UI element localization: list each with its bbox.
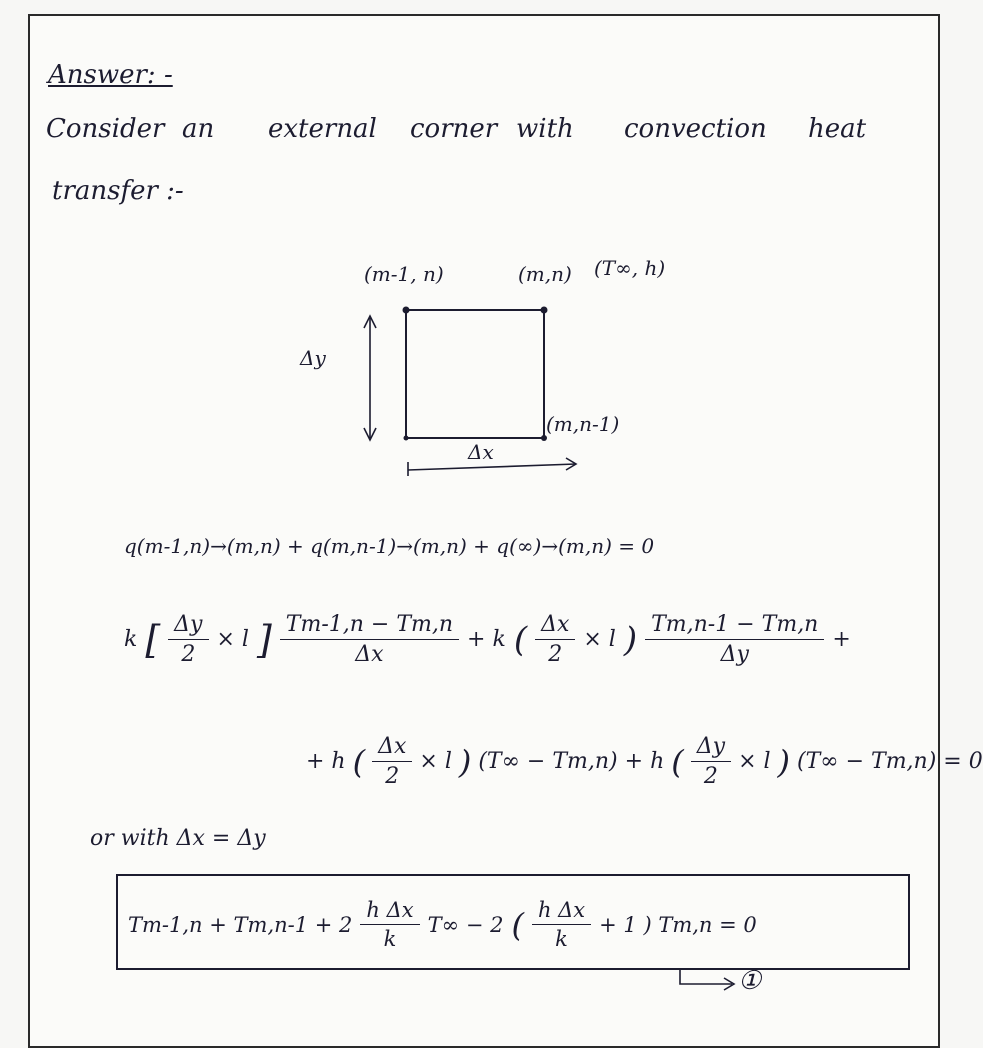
frac-num: Δy bbox=[691, 734, 731, 762]
final-part-2: T∞ − 2 bbox=[427, 912, 504, 937]
temp-diff-fraction-1 bbox=[280, 612, 459, 667]
plus-k: + k bbox=[467, 627, 506, 652]
times-l-4: × l bbox=[738, 749, 771, 774]
frac-num: Δy bbox=[168, 612, 208, 640]
paren-open: ( bbox=[513, 619, 528, 660]
frac-num: Δx bbox=[535, 612, 575, 640]
times-l-1: × l bbox=[216, 627, 249, 652]
condition-line: or with Δx = Δy bbox=[90, 826, 266, 851]
frac-den: 2 bbox=[548, 642, 563, 667]
intro-word-6: convection bbox=[624, 114, 767, 144]
frac-den: Δx bbox=[355, 642, 384, 667]
intro-word-5: with bbox=[516, 114, 574, 144]
frac-num: h Δx bbox=[360, 898, 419, 925]
temp-diff-fraction-2 bbox=[645, 612, 824, 667]
intro-word-2: an bbox=[182, 114, 215, 144]
node-m-n-dot bbox=[541, 307, 548, 314]
answer-title: Answer: - bbox=[48, 60, 173, 90]
intro-word-4: corner bbox=[410, 114, 498, 144]
h-term-1: + h bbox=[306, 749, 346, 774]
frac-den: Δy bbox=[720, 642, 749, 667]
dx-half-fraction bbox=[535, 612, 575, 667]
label-dy: Δy bbox=[300, 346, 326, 370]
trailing-plus: + bbox=[832, 627, 851, 652]
h-dx-over-k-1 bbox=[360, 898, 419, 951]
h-term-2: + h bbox=[624, 749, 665, 774]
paren-close: ) bbox=[777, 742, 791, 781]
times-l-3: × l bbox=[419, 749, 452, 774]
final-part-1: Tm-1,n + Tm,n-1 + 2 bbox=[128, 912, 353, 937]
answer-frame bbox=[28, 14, 983, 1048]
paren-open: ( bbox=[671, 742, 684, 781]
final-equation-box bbox=[116, 874, 910, 970]
bracket-close: ] bbox=[256, 617, 272, 662]
final-equation bbox=[128, 898, 757, 951]
dy-half-fraction bbox=[168, 612, 208, 667]
k-symbol-1: k bbox=[124, 627, 138, 652]
bracket-open: [ bbox=[145, 617, 161, 662]
paren-open: ( bbox=[352, 742, 366, 781]
conduction-terms-line bbox=[124, 612, 851, 667]
label-dx: Δx bbox=[468, 440, 494, 464]
intro-word-7: heat bbox=[808, 114, 867, 144]
intro-word-3: external bbox=[268, 114, 377, 144]
node-m-1-n-dot bbox=[403, 307, 410, 314]
frac-den: 2 bbox=[181, 642, 196, 667]
label-m-1-n: (m-1, n) bbox=[364, 262, 444, 286]
intro-line-2: transfer :- bbox=[52, 176, 184, 206]
energy-balance-equation: q(m-1,n)→(m,n) + q(m,n-1)→(m,n) + q(∞)→(m,n) = 0 bbox=[124, 534, 655, 558]
paren-close: ) bbox=[458, 742, 472, 781]
convection-terms-line bbox=[306, 734, 983, 789]
paren-close: ) bbox=[623, 619, 638, 660]
control-volume-square bbox=[406, 310, 544, 438]
dx-half-fraction-2 bbox=[372, 734, 412, 789]
frac-den: k bbox=[555, 927, 568, 951]
intro-word-1: Consider bbox=[46, 114, 165, 144]
temp-diff-1: (T∞ − Tm,n) bbox=[478, 749, 618, 774]
equation-reference-number: ① bbox=[738, 966, 762, 996]
frac-den: 2 bbox=[703, 764, 718, 789]
label-conditions: (T∞, h) bbox=[594, 256, 666, 280]
label-m-n-1: (m,n-1) bbox=[546, 412, 620, 436]
label-m-n: (m,n) bbox=[518, 262, 572, 286]
times-l-2: × l bbox=[583, 627, 616, 652]
final-paren-open: ( bbox=[511, 905, 524, 944]
temp-diff-2: (T∞ − Tm,n) = 0 bbox=[797, 749, 983, 774]
final-part-3: + 1 ) Tm,n = 0 bbox=[599, 912, 757, 937]
frac-num: h Δx bbox=[532, 898, 591, 925]
dx-arrow bbox=[408, 464, 576, 470]
frac-num: Δx bbox=[372, 734, 412, 762]
frac-den: k bbox=[383, 927, 397, 951]
frac-num: Tm,n-1 − Tm,n bbox=[645, 612, 824, 640]
h-dx-over-k-2 bbox=[532, 898, 591, 951]
dy-half-fraction-2 bbox=[691, 734, 731, 789]
frac-num: Tm-1,n − Tm,n bbox=[280, 612, 459, 640]
frac-den: 2 bbox=[385, 764, 400, 789]
node-bottom-left-dot bbox=[404, 436, 409, 441]
